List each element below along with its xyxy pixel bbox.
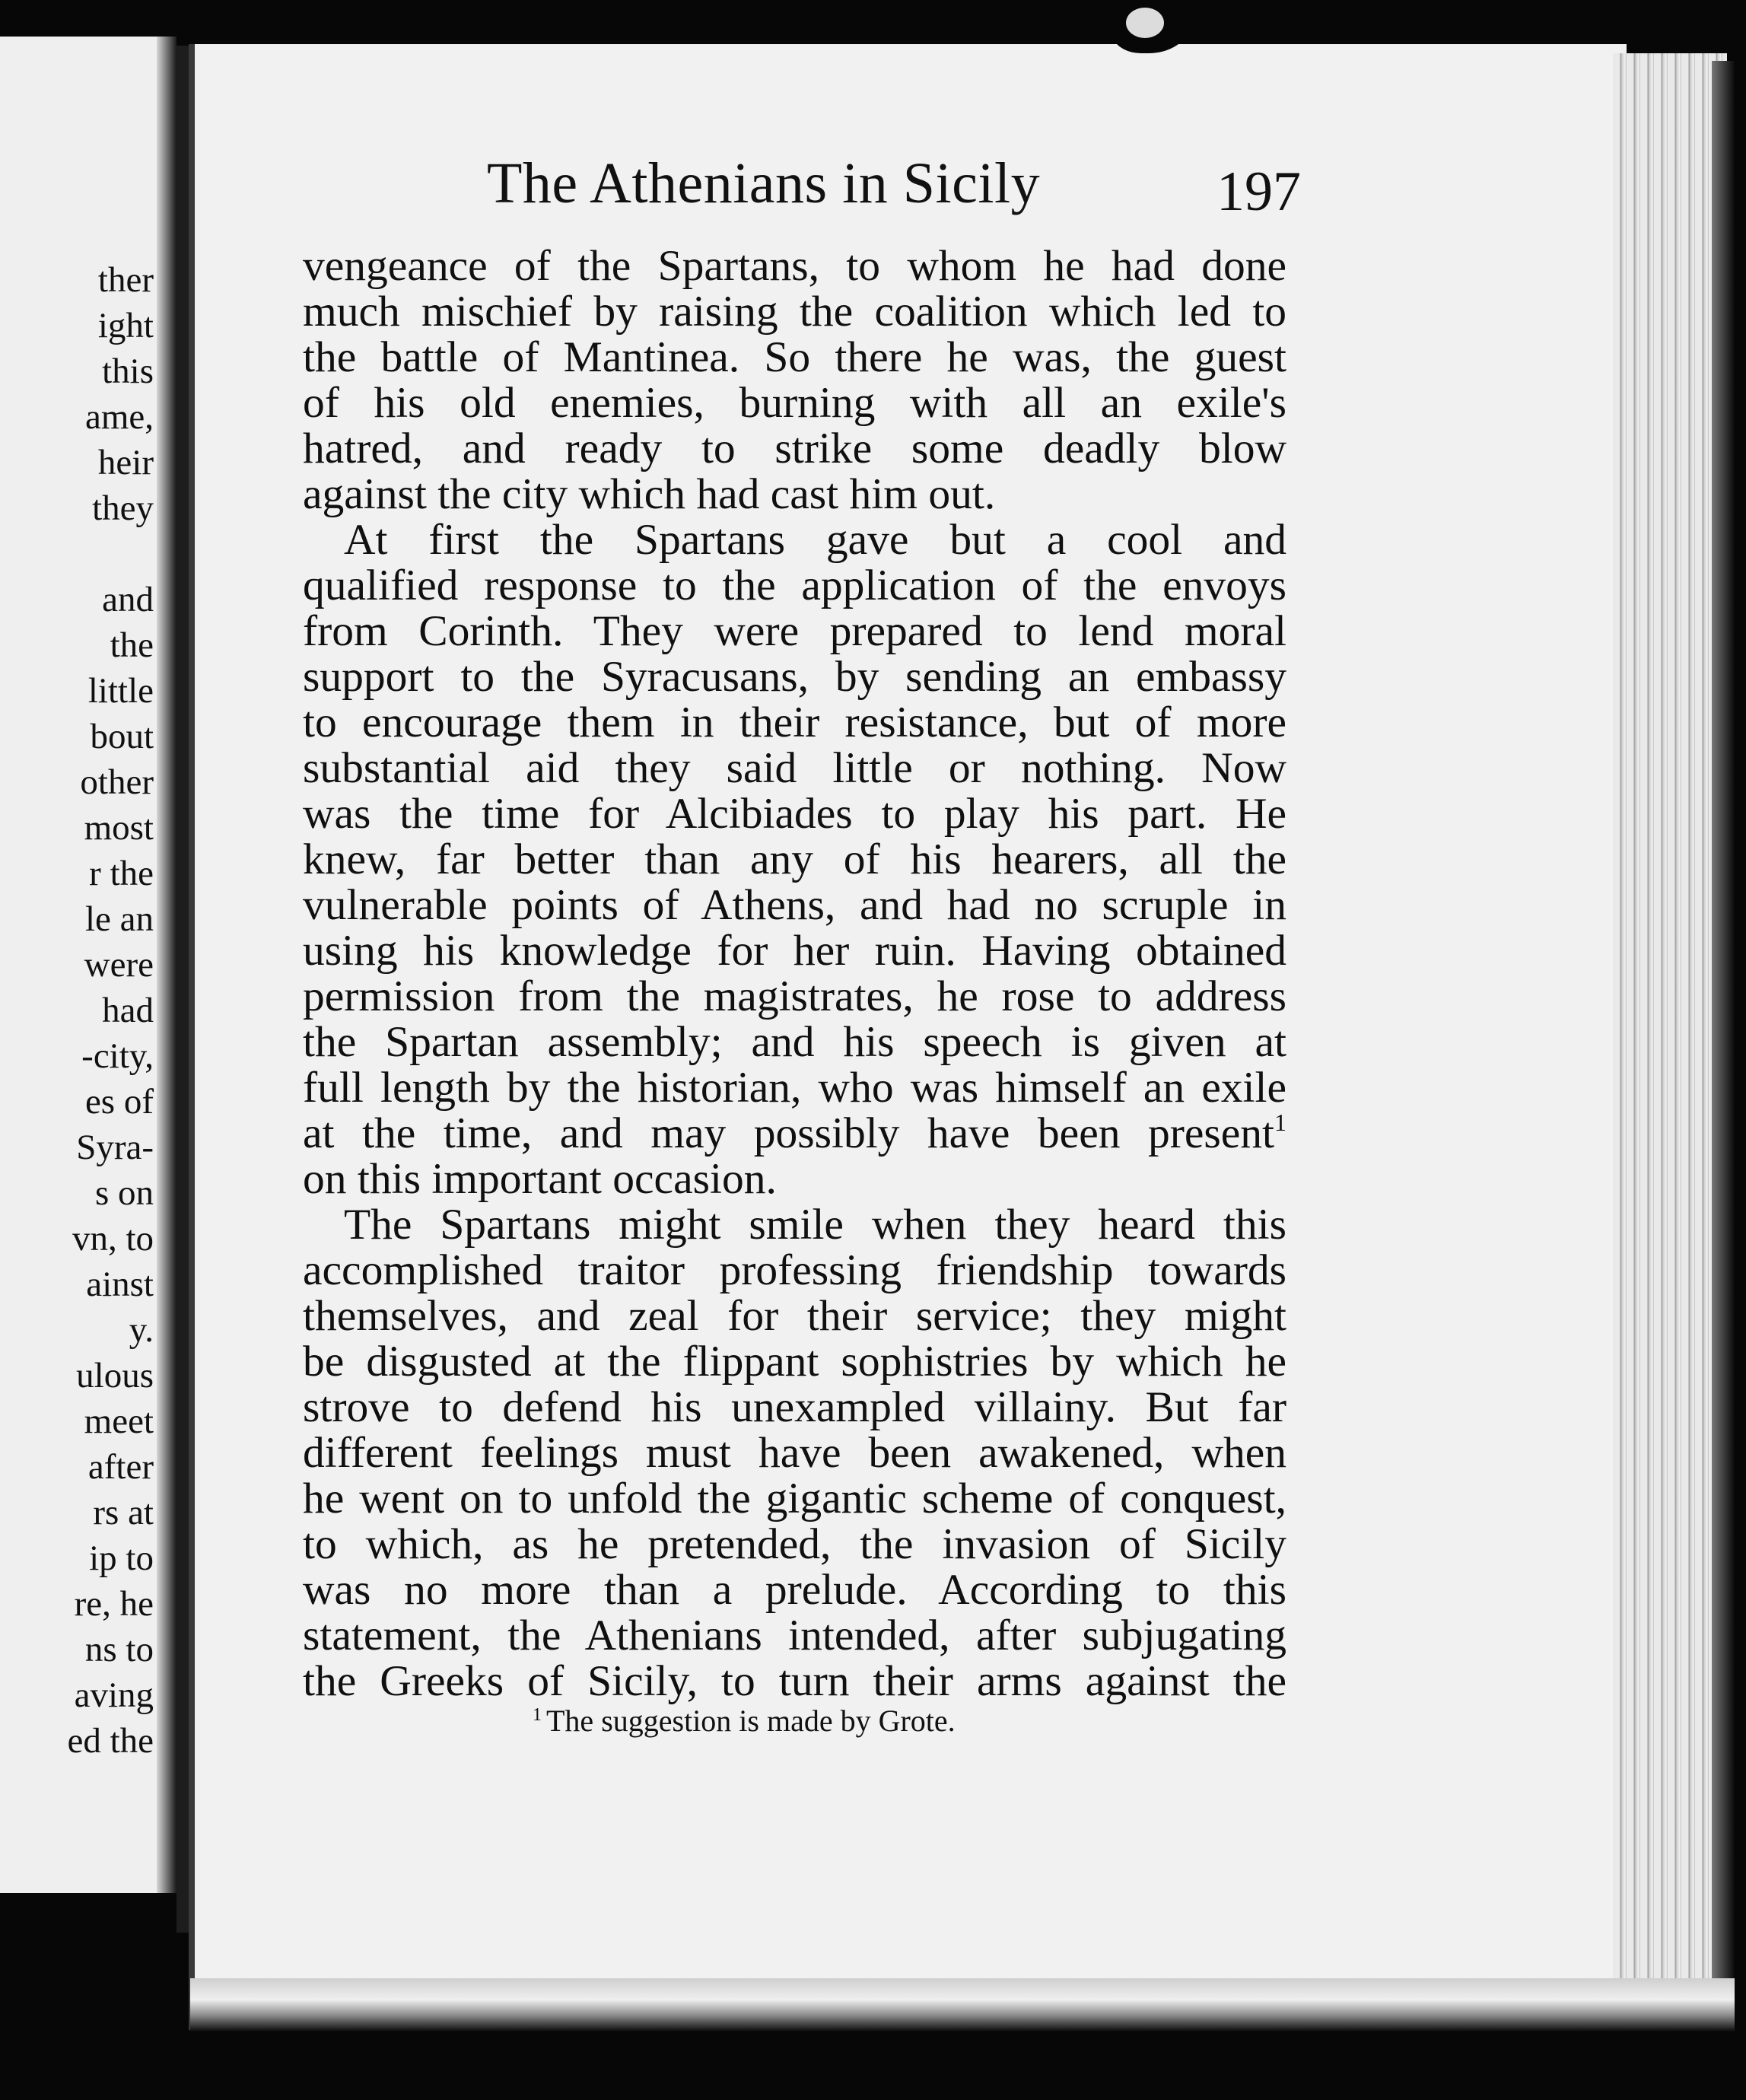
footnote-text: The suggestion is made by Grote.	[546, 1704, 956, 1738]
left-page-fragment: ed the	[67, 1721, 154, 1761]
left-page-fragment: most	[84, 808, 154, 848]
body-line: was no more than a prelude. According to this	[303, 1566, 1286, 1614]
left-page-fragment: had	[102, 991, 154, 1030]
left-page-fragment: -city,	[81, 1036, 154, 1076]
page-edges-shadow	[1712, 61, 1735, 2024]
left-page-fragment: the	[110, 625, 154, 665]
page-edges	[1613, 53, 1727, 2032]
body-line: against the city which had cast him out.	[303, 470, 996, 518]
left-page-fragment: little	[87, 671, 154, 711]
left-page-fragment: y.	[129, 1310, 154, 1350]
left-page-fragment: other	[80, 762, 154, 802]
body-line: knew, far better than any of his hearers, all the	[303, 835, 1286, 883]
left-page-fragment: ight	[97, 306, 154, 345]
left-page-fragment: bout	[90, 717, 154, 756]
footnote-marker: 1	[533, 1705, 542, 1725]
body-line: he went on to unfold the gigantic scheme of conquest,	[303, 1475, 1286, 1522]
body-line: using his knowledge for her ruin. Having obtained	[303, 927, 1286, 975]
left-page-fragment: meet	[84, 1402, 154, 1441]
body-line-with-footnote	[303, 1111, 1286, 1157]
footnote-reference: 1	[1274, 1109, 1286, 1136]
left-page-fragment: Syra-	[76, 1128, 154, 1167]
page-number: 197	[1216, 161, 1301, 223]
left-page-fragment: ther	[97, 260, 154, 300]
body-line: the Greeks of Sicily, to turn their arms against the	[303, 1657, 1286, 1705]
body-line: from Corinth. They were prepared to lend moral	[303, 607, 1286, 655]
body-line-text: at the time, and may possibly have been present	[303, 1109, 1274, 1157]
body-line: vengeance of the Spartans, to whom he had done	[303, 242, 1286, 290]
left-page-fragment: aving	[74, 1675, 154, 1715]
left-page-fragment: re, he	[74, 1584, 154, 1624]
body-line: The Spartans might smile when they heard this	[344, 1201, 1286, 1249]
left-page-fragment: le an	[84, 899, 154, 939]
body-line: themselves, and zeal for their service; they might	[303, 1292, 1286, 1340]
left-page-fragment: es of	[84, 1082, 154, 1122]
left-page-fragment: vn, to	[72, 1219, 154, 1258]
body-line: be disgusted at the flippant sophistries by which he	[303, 1338, 1286, 1386]
page-header	[297, 145, 1301, 236]
body-line: to encourage them in their resistance, but of more	[303, 698, 1286, 746]
left-page-fragment: heir	[97, 443, 154, 482]
left-page-fragment: ns to	[84, 1630, 154, 1669]
body-line: statement, the Athenians intended, after subjugating	[303, 1612, 1286, 1659]
page-tear-fleck	[1126, 8, 1164, 38]
footnote	[533, 1703, 956, 1739]
body-line: different feelings must have been awakened, when	[303, 1429, 1286, 1477]
body-line: full length by the historian, who was himself an exile	[303, 1064, 1286, 1112]
body-line: accomplished traitor professing friendship towards	[303, 1246, 1286, 1294]
left-page-fragment: r the	[89, 854, 154, 893]
body-line: qualified response to the application of the envoys	[303, 562, 1286, 609]
body-line: the Spartan assembly; and his speech is given at	[303, 1018, 1286, 1066]
body-line: the battle of Mantinea. So there he was, the guest	[303, 333, 1286, 381]
body-line: on this important occasion.	[303, 1155, 777, 1203]
body-line: was the time for Alcibiades to play his part. He	[303, 790, 1286, 838]
left-page-gutter-shadow	[157, 37, 177, 1893]
left-page-fragment: after	[87, 1447, 154, 1487]
left-page-fragment: s on	[94, 1173, 154, 1213]
left-page-fragment: ulous	[76, 1356, 154, 1395]
body-line: substantial aid they said little or nothing. Now	[303, 744, 1286, 792]
left-page-fragment: and	[102, 580, 154, 619]
left-page-fragment: ip to	[89, 1538, 154, 1578]
left-page-fragment: they	[92, 488, 154, 528]
body-line: strove to defend his unexampled villainy. But far	[303, 1383, 1286, 1431]
left-page	[0, 37, 177, 1893]
left-page-fragment: ainst	[86, 1265, 154, 1304]
body-line: of his old enemies, burning with all an exile's	[303, 379, 1286, 427]
body-line: permission from the magistrates, he rose to address	[303, 972, 1286, 1020]
running-title: The Athenians in Sicily	[487, 151, 1041, 215]
left-page-fragment: ame,	[84, 397, 154, 437]
body-line: hatred, and ready to strike some deadly blow	[303, 425, 1286, 473]
page-bottom-edge	[190, 1978, 1735, 2032]
left-page-fragment: this	[102, 352, 154, 391]
left-page-fragment: were	[84, 945, 154, 985]
body-line: support to the Syracusans, by sending an embassy	[303, 653, 1286, 701]
body-line: much mischief by raising the coalition which led to	[303, 288, 1286, 336]
body-line: vulnerable points of Athens, and had no scruple in	[303, 881, 1286, 929]
body-line: to which, as he pretended, the invasion of Sicily	[303, 1520, 1286, 1568]
left-page-fragment: rs at	[93, 1493, 154, 1532]
body-line: At first the Spartans gave but a cool and	[344, 516, 1286, 564]
